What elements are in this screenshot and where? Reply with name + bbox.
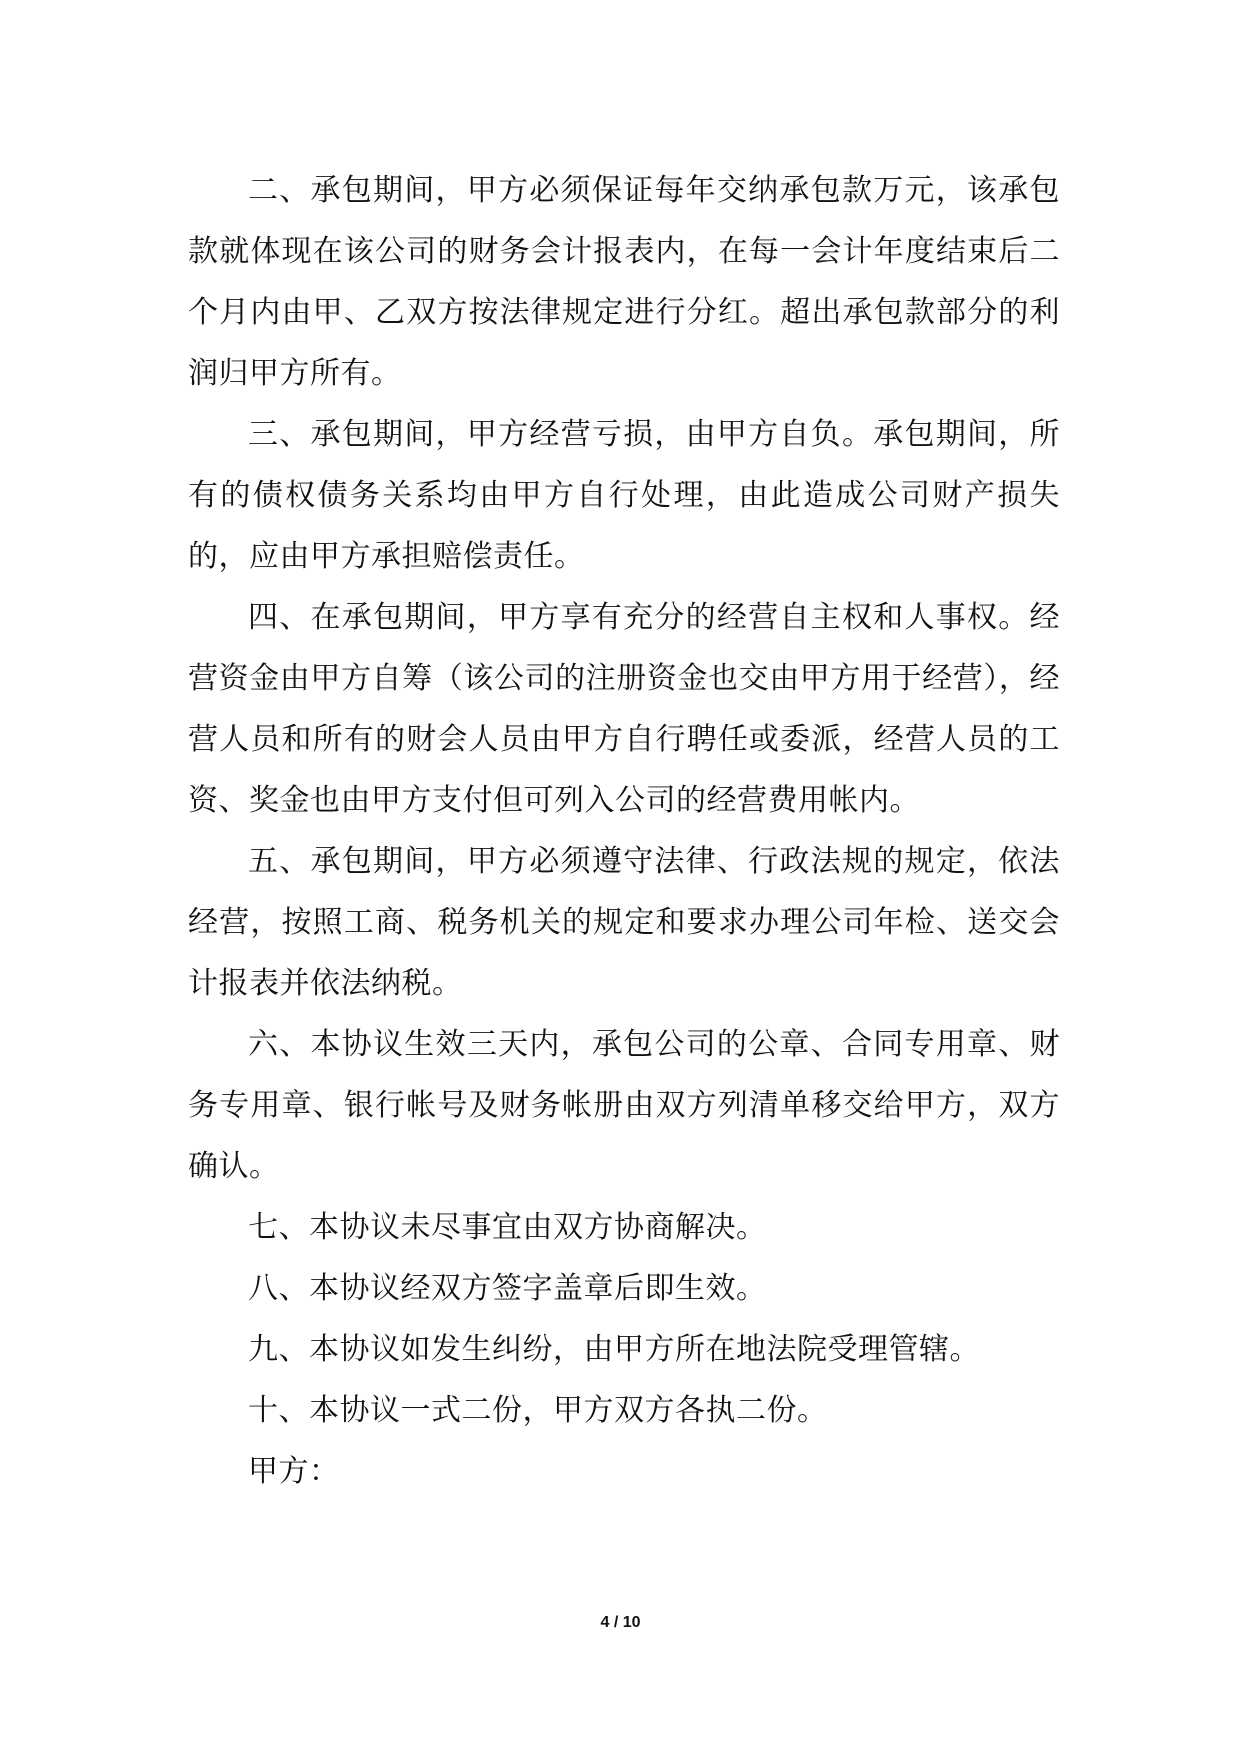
clause-10: 十、本协议一式二份，甲方双方各执二份。 [248, 1393, 828, 1428]
clause-6: 六、本协议生效三天内，承包公司的公章、合同专用章、财务专用章、银行帐号及财务帐册由双方列清单移交给甲方，双方确认。 [188, 1027, 1060, 1184]
page-number: 4 / 10 [600, 1614, 641, 1631]
clause-4: 四、在承包期间，甲方享有充分的经营自主权和人事权。经营资金由甲方自筹（该公司的注册资金也交由甲方用于经营），经营人员和所有的财会人员由甲方自行聘任或委派，经营人员的工资、奖金也由甲方支付但可列入公司的经营费用帐内。 [188, 600, 1060, 818]
clause-3: 三、承包期间，甲方经营亏损，由甲方自负。承包期间，所有的债权债务关系均由甲方自行处理，由此造成公司财产损失的，应由甲方承担赔偿责任。 [188, 417, 1060, 574]
clause-9: 九、本协议如发生纠纷，由甲方所在地法院受理管辖。 [248, 1332, 980, 1367]
clause-5: 五、承包期间，甲方必须遵守法律、行政法规的规定，依法经营，按照工商、税务机关的规定和要求办理公司年检、送交会计报表并依法纳税。 [188, 844, 1060, 1001]
document-body [188, 160, 1060, 1502]
clause-7: 七、本协议未尽事宜由双方协商解决。 [248, 1210, 767, 1245]
party-a-signature-label: 甲方： [248, 1454, 340, 1489]
clause-2: 二、承包期间，甲方必须保证每年交纳承包款万元，该承包款就体现在该公司的财务会计报表内，在每一会计年度结束后二个月内由甲、乙双方按法律规定进行分红。超出承包款部分的利润归甲方所有。 [188, 173, 1060, 391]
clause-8: 八、本协议经双方签字盖章后即生效。 [248, 1271, 767, 1306]
